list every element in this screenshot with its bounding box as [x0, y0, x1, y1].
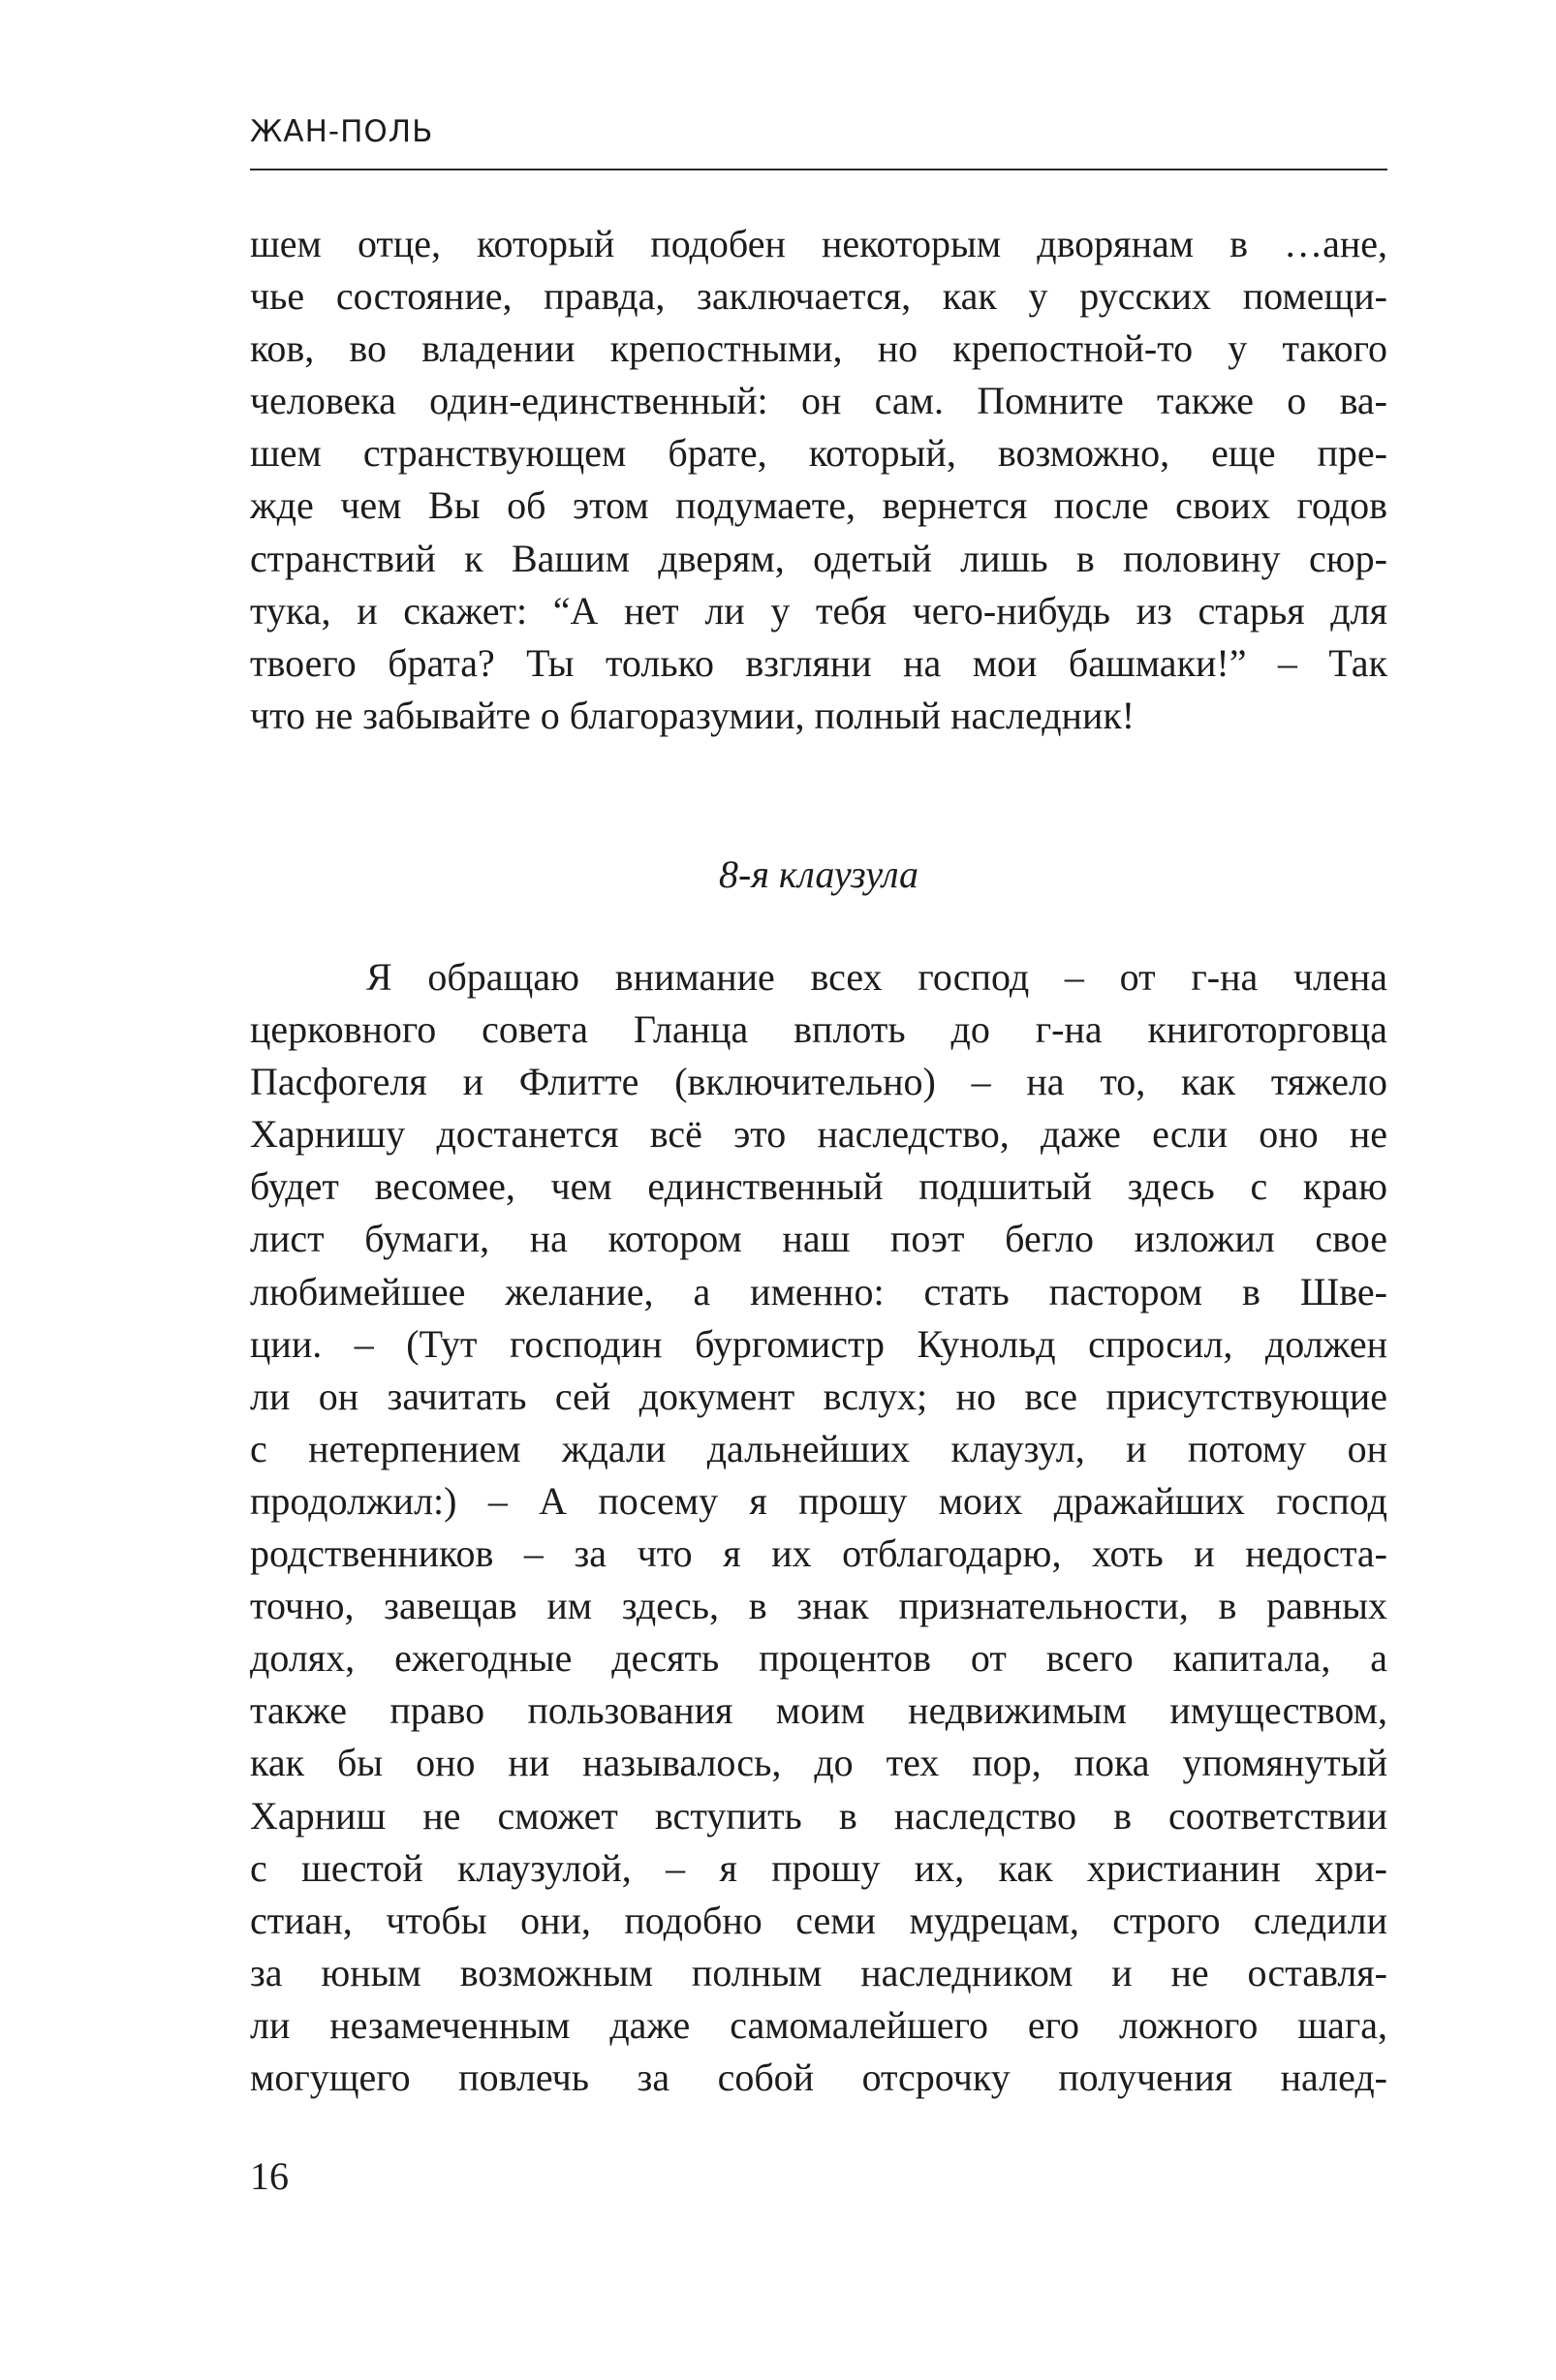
text-line: Харниш не сможет вступить в наследство в соответствии	[250, 1793, 1387, 1838]
text-line: шем странствующем брате, который, возможно, еще пре-	[250, 431, 1387, 476]
text-line: твоего брата? Ты только взгляни на мои башмаки!” – Так	[250, 640, 1387, 685]
text-line: долях, ежегодные десять процентов от всего капитала, а	[250, 1636, 1387, 1681]
page-number: 16	[250, 2154, 289, 2198]
section-heading: 8-я клаузула	[719, 852, 918, 896]
text-line: Я обращаю внимание всех господ – от г-на члена	[366, 955, 1387, 999]
text-line: также право пользования моим недвижимым имуществом,	[250, 1688, 1387, 1733]
text-line: с нетерпением ждали дальнейших клаузул, и потому он	[250, 1426, 1387, 1470]
text-line: ли незамеченным даже самомалейшего его ложного шага,	[250, 2002, 1387, 2047]
text-line: церковного совета Гланца вплоть до г-на книготорговца	[250, 1007, 1387, 1052]
header-rule	[250, 169, 1387, 170]
text-line: чье состояние, правда, заключается, как у русских помещи-	[250, 274, 1387, 319]
text-line: лист бумаги, на котором наш поэт бегло изложил свое	[250, 1217, 1387, 1261]
text-line: ков, во владении крепостными, но крепостной-то у такого	[250, 326, 1387, 371]
text-line: человека один-единственный: он сам. Помните также о ва-	[250, 379, 1387, 423]
text-line: будет весомее, чем единственный подшитый здесь с краю	[250, 1164, 1387, 1209]
text-line: Харнишу достанется всё это наследство, даже если оно не	[250, 1112, 1387, 1157]
text-line: что не забывайте о благоразумии, полный наследник!	[250, 693, 1136, 737]
paragraph-clause-8	[250, 951, 1387, 2104]
paragraph-continued	[250, 218, 1387, 742]
text-line: странствий к Вашим дверям, одетый лишь в половину сюр-	[250, 536, 1387, 580]
text-line: за юным возможным полным наследником и не оставля-	[250, 1950, 1387, 1994]
text-line: Пасфогеля и Флитте (включительно) – на то, как тяжело	[250, 1060, 1387, 1104]
running-head: ЖАН-ПОЛЬ	[250, 114, 434, 149]
text-line: родственников – за что я их отблагодарю, хоть и недоста-	[250, 1531, 1387, 1576]
text-line: жде чем Вы об этом подумаете, вернется после своих годов	[250, 483, 1387, 528]
text-line: продолжил:) – А посему я прошу моих дражайших господ	[250, 1478, 1387, 1523]
text-line: точно, завещав им здесь, в знак признательности, в равных	[250, 1584, 1387, 1628]
text-line: как бы оно ни называлось, до тех пор, пока упомянутый	[250, 1741, 1387, 1785]
text-line: могущего повлечь за собой отсрочку получения налед-	[250, 2055, 1387, 2099]
text-line: шем отце, который подобен некоторым дворянам в …ане,	[250, 222, 1387, 265]
text-line: тука, и скажет: “А нет ли у тебя чего-нибудь из старья для	[250, 588, 1387, 633]
text-line: любимейшее желание, а именно: стать пастором в Шве-	[250, 1269, 1387, 1314]
text-line: ли он зачитать сей документ вслух; но все присутствующие	[250, 1374, 1387, 1418]
text-line: с шестой клаузулой, – я прошу их, как христианин хри-	[250, 1845, 1387, 1890]
text-line: ции. – (Тут господин бургомистр Кунольд спросил, должен	[250, 1321, 1387, 1366]
text-line: стиан, чтобы они, подобно семи мудрецам, строго следили	[250, 1898, 1387, 1942]
